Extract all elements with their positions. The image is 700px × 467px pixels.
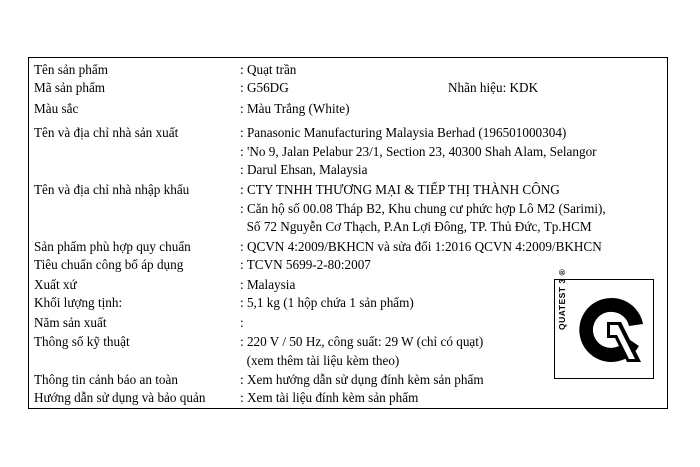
spec-row (34, 143, 664, 161)
row-value: : Panasonic Manufacturing Malaysia Berhad (196501000304) (240, 125, 567, 140)
row-label: Tiêu chuẩn công bố áp dụng (34, 257, 184, 272)
spec-row (34, 161, 664, 179)
row-value: : Xem hướng dẫn sử dụng đính kèm sản phẩm (240, 372, 484, 387)
logo-name: QUATEST 3 (557, 278, 567, 330)
row-value: Số 72 Nguyễn Cơ Thạch, P.An Lợi Đông, TP. Thủ Đức, Tp.HCM (240, 219, 592, 234)
row-label: Tên và địa chỉ nhà nhập khẩu (34, 182, 190, 197)
spec-row (34, 124, 664, 142)
spec-row (34, 389, 664, 407)
spec-row (34, 100, 664, 118)
row-value: : Darul Ehsan, Malaysia (240, 162, 368, 177)
spec-row (34, 181, 664, 199)
row-value: (xem thêm tài liệu kèm theo) (240, 353, 400, 368)
row-label: Năm sản xuất (34, 315, 107, 330)
row-label: Thông tin cảnh báo an toàn (34, 372, 178, 387)
row-value: : Căn hộ số 00.08 Tháp B2, Khu chung cư phức hợp Lô M2 (Sarimi), (240, 201, 606, 216)
spec-row (34, 79, 664, 97)
row-value: : Xem tài liệu đính kèm sản phẩm (240, 390, 419, 405)
spec-row (34, 238, 664, 256)
row-label: Tên và địa chỉ nhà sản xuất (34, 125, 179, 140)
spec-row (34, 218, 664, 236)
row-label: Sản phẩm phù hợp quy chuẩn (34, 239, 191, 254)
row-value: : Quạt trần (240, 62, 297, 77)
row-value: : 5,1 kg (1 hộp chứa 1 sản phẩm) (240, 295, 414, 310)
spec-row (34, 200, 664, 218)
row-value: : Malaysia (240, 277, 296, 292)
spec-row (34, 61, 664, 79)
logo-registered-mark: ® (557, 268, 567, 276)
row-label: Xuất xứ (34, 277, 77, 292)
row-value: : (240, 315, 244, 330)
row-value: : TCVN 5699-2-80:2007 (240, 257, 371, 272)
row-label: Mã sản phẩm (34, 80, 106, 95)
spec-row (34, 256, 664, 274)
row-value: : QCVN 4:2009/BKHCN và sửa đổi 1:2016 QCVN 4:2009/BKHCN (240, 239, 602, 254)
row-label: Thông số kỹ thuật (34, 334, 130, 349)
logo-text (557, 269, 567, 330)
row-label: Hướng dẫn sử dụng và bảo quản (34, 390, 206, 405)
row-value: : G56DG (240, 80, 289, 95)
row-label: Màu sắc (34, 101, 79, 116)
row-label: Tên sản phẩm (34, 62, 108, 77)
row-value: : 'No 9, Jalan Pelabur 23/1, Section 23, 40300 Shah Alam, Selangor (240, 144, 597, 159)
quatest-certification-logo (554, 268, 654, 379)
row-value: : 220 V / 50 Hz, công suất: 29 W (chỉ có quạt) (240, 334, 484, 349)
brand-label: Nhãn hiệu: KDK (448, 80, 539, 95)
cr-mark-icon (577, 294, 649, 366)
row-value: : CTY TNHH THƯƠNG MẠI & TIẾP THỊ THÀNH CÔNG (240, 182, 560, 197)
row-value: : Màu Trắng (White) (240, 101, 350, 116)
row-label: Khối lượng tịnh: (34, 295, 123, 310)
